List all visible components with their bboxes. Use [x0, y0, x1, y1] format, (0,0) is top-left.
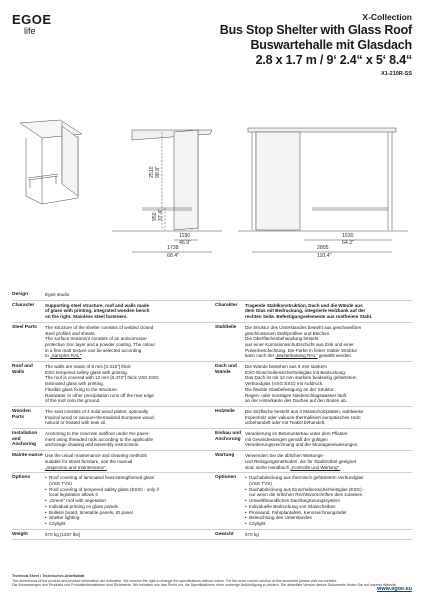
- spec-row-character: [12, 300, 412, 322]
- value-character-en: Supporting steel structure, roof and walls made of glass with printing, integrated wooden bench on the right. Stainless steel fasteners.: [45, 300, 215, 322]
- link-musterkatalog-ral[interactable]: „Musterkatalog RAL“: [275, 353, 318, 359]
- value-install-en: Anchoring to the concrete subfloor under the paver- ment using threaded rods according to the applicable anchorage drawing and assembly instructions.: [45, 429, 215, 451]
- dim-seat-in: 37.4": [158, 209, 164, 221]
- header: [220, 12, 412, 79]
- link-kontrolle-wartung[interactable]: „Kontrolle und Wartung“.: [290, 464, 341, 470]
- spec-row-maint: [12, 451, 412, 473]
- front-view-drawing: [238, 128, 408, 252]
- label-character: Character: [12, 300, 45, 322]
- website-link[interactable]: www.egoe.eu: [377, 586, 412, 592]
- dim-height-mm: 2510: [149, 166, 155, 178]
- label-design: Design: [12, 290, 45, 300]
- value-design: Egoé studio: [45, 290, 412, 300]
- spec-row-design: [12, 290, 412, 300]
- footer-disclaimer-de: Die Abmessungen des Produkts und Produktinformationen sind Richtwerte. Wir behalten uns das Recht vor, die Spezifikationen ohne vorherige Ankündigung zu ändern. Die aktuellste Version dieses Dokuments finden Sie auf unserer Website.: [12, 583, 397, 588]
- option-item: • Dachabdeckung aus thermisch gehärtetem Verbundglas (VSG TVS): [245, 475, 410, 486]
- label-roof-de: Dach und Wände: [215, 362, 245, 407]
- dim-depth2-in: 68.4": [167, 253, 179, 259]
- product-code: X1-210R-SS: [381, 71, 412, 77]
- dim-width1-in: 64.2": [342, 240, 354, 246]
- option-item: • Umweltfreundliches Dachbegrünungssystem: [245, 498, 410, 504]
- value-maint-de: Verwenden Sie die üblichen Wartungs- und Reinigungsmethoden, die für Stadtmöbel geeignet sind, siehe Handbuch „Kontrolle und Wartung“.: [245, 451, 412, 473]
- value-wooden-de: Die Sitzfläche besteht aus 4 Massivholzplatten, wahlweise tropenholz oder vakuum-thermalisiert europäisches Holz; unbehandelt oder mit Teaköl behandelt.: [245, 406, 412, 428]
- option-item: • Shelter lighting: [45, 515, 205, 521]
- link-samples-ral[interactable]: „Samples RAL“: [50, 353, 82, 359]
- option-item: • „Green“ roof with vegetation: [45, 498, 205, 504]
- value-roof-de: Die Wände bestehen aus 8 mm starkem ESG-Einscheibensicherheitsglas mit Bedruckung. Das Dach ist mit 12 mm starkem beidseitig gehärtetem Verbundglas (VSG ESG) mit Aufdruck. Die flexible Glasbefestigung an der Struktur. Regen- oder sonstiges Niederschlagswasser läuft an der Hinterkante des Daches auf den Boden ab.: [245, 362, 412, 407]
- perspective-drawing: [20, 120, 82, 204]
- dim-width2-mm: 2805: [317, 245, 329, 251]
- option-item: • Individual printing on glass panels: [45, 504, 205, 510]
- dim-width2-in: 110.4": [317, 253, 332, 259]
- value-character-de: Tragende Stahlkonstruktion, Dach und die Wände aus dem Glas mit Bedruckung, integrierte Holzbank auf der rechten Seite. Befestigungselemente aus rostfreiem Stahl.: [245, 300, 412, 322]
- value-options-de: [245, 473, 412, 529]
- dim-width1-mm: 1630: [342, 233, 354, 239]
- spec-table: [12, 290, 412, 540]
- dim-depth1-in: 46.9": [179, 240, 191, 246]
- footer-title: Technical Sheet / Technisches Arbeitsblatt: [12, 574, 85, 578]
- option-item: • Beleuchtung des Unterstandes: [245, 515, 410, 521]
- value-weight-en: 570 kg [1257 lbs]: [45, 529, 215, 540]
- dim-depth2-mm: 1738: [167, 245, 179, 251]
- brand-logo: [12, 14, 52, 36]
- side-view-drawing: [112, 130, 222, 252]
- value-options-en: [45, 473, 215, 529]
- collection-label: X-Collection: [362, 12, 412, 22]
- technical-drawings: [12, 118, 412, 288]
- dim-seat-mm: 950: [152, 212, 158, 221]
- spec-row-install: [12, 429, 412, 451]
- label-weight-de: Gewicht: [215, 529, 245, 540]
- spec-row-weight: [12, 529, 412, 540]
- footer: [12, 574, 412, 588]
- label-weight: Weight: [12, 529, 45, 540]
- option-item: • Individuelle Bedruckung von Glasscheiben: [245, 504, 410, 510]
- brand-name: EGOE: [12, 12, 52, 27]
- spec-row-options: [12, 473, 412, 529]
- label-maint-de: Wartung: [215, 451, 245, 473]
- value-weight-de: 570 kg: [245, 529, 412, 540]
- label-roof: Roof and Walls: [12, 362, 45, 407]
- size-title: 2.8 x 1.7 m / 9‘ 2.4“ x 5‘ 8.4“: [255, 53, 412, 67]
- brand-sub: life: [24, 26, 36, 36]
- label-options-de: Optionen: [215, 473, 245, 529]
- label-install-de: Einbau und Anchorung: [215, 429, 245, 451]
- option-item: • Pinnwand, Fahrplantafeln, Kennzeichnungstafel: [245, 510, 410, 516]
- option-item: • Bulletin board, timetable panels, ID panel: [45, 510, 205, 516]
- spec-row-roof: [12, 362, 412, 407]
- title-en: Bus Stop Shelter with Glass Roof: [219, 23, 412, 37]
- value-steel-en: The structure of the shelter consists of welded closed steel profiles and sheets. The surface treatment consists of an anticorrosive protective zinc layer and a powder coating. The colour in a fine matt texture can be selected according to „Samples RAL“: [45, 322, 215, 361]
- label-wooden: Wooden Parts: [12, 406, 45, 428]
- link-inspection-maintenance[interactable]: „Inspection and maintenance“.: [45, 464, 107, 470]
- dim-depth1-mm: 1190: [179, 233, 191, 239]
- label-character-de: Charakter: [215, 300, 245, 322]
- option-item: • Roof covering of tempered safety glass (ESG) - only if local legislation allows it: [45, 487, 205, 498]
- label-steel: Steel Parts: [12, 322, 45, 361]
- value-wooden-en: The seat consists of 4 solid wood plates; optionally tropical wood or vacuum-thermalized European wood; natural or treated with teak oil.: [45, 406, 215, 428]
- label-steel-de: Stahlteile: [215, 322, 245, 361]
- value-install-de: Verankerung im Betonunterbau unter dem Pflaster mit Gewindestangen gemäß der gültigen Verankerungszeichnung und der Montageanweisungen.: [245, 429, 412, 451]
- option-item: • Citylight: [245, 521, 410, 527]
- label-install: Installation and Anchoring: [12, 429, 45, 451]
- spec-row-steel: [12, 322, 412, 361]
- footer-disclaimer-en: The dimensions of the product and product information are indicative. We reserve the right to change the specifications without notice. For the most current version of this document please visit our website.: [12, 578, 338, 583]
- label-maint: Mainte-nance: [12, 451, 45, 473]
- value-steel-de: Die Struktur des Unterstandes besteht aus geschweißten geschlossenen Stahlprofilen und Blechen. Die Oberflächenbehandlung besteht aus einer Korrosionsschutzschicht aus Zink und einer Pulverbeschichtung. Die Farbe in feiner matter Struktur kann nach der „Musterkatalog RAL“ gewählt werden.: [245, 322, 412, 361]
- label-wooden-de: Holzteile: [215, 406, 245, 428]
- label-options: Options: [12, 473, 45, 529]
- dim-height-in: 98.8": [155, 166, 161, 178]
- spec-row-wooden: [12, 406, 412, 428]
- value-maint-en: Use the usual maintenance and cleaning methods suitable for street furniture, see the manual „Inspection and maintenance“.: [45, 451, 215, 473]
- option-item: • Citylight: [45, 521, 205, 527]
- option-item: • Roof covering of laminated heat-strengthened glass (VSG TVS): [45, 475, 205, 486]
- title-de: Buswartehalle mit Glasdach: [250, 38, 412, 52]
- value-roof-en: The walls are made of 8 mm [0.315"] thick ESG tempered safety glass with printing. The roof is covered with 12 mm [0.472"] thick VSG ESG laminated glass with printing. Flexible glass fixing to the structure. Rainwater or other precipitation runs off the rear edge of the roof onto the ground.: [45, 362, 215, 407]
- option-item: • Dachabdeckung aus Einscheibensicherheitsglas (ESG) - nur wenn die örtlichen Rechtsvorschriften dies zulassen: [245, 487, 410, 498]
